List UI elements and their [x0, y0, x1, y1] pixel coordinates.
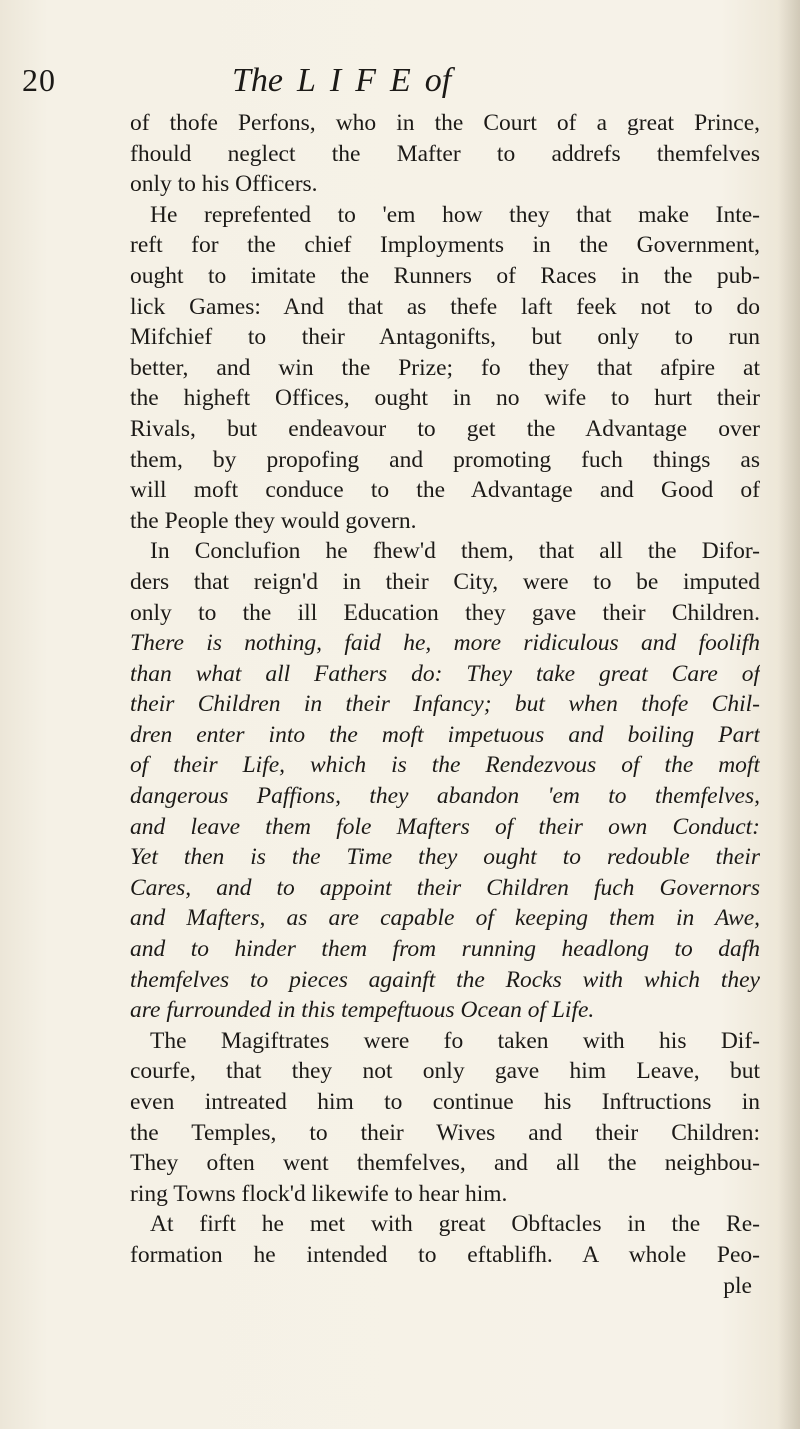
- text-line: than what all Fathers do: They take great Care of: [130, 660, 760, 687]
- running-head-of: of: [424, 62, 452, 99]
- page-edge-shadow: [778, 0, 800, 1429]
- page-header: [0, 62, 800, 112]
- text-line: the higheft Offices, ought in no wife to hurt their: [130, 385, 760, 412]
- text-line: and Mafters, as are capable of keeping them in Awe,: [130, 905, 760, 932]
- text-line: ring Towns flock'd likewife to hear him.: [130, 1180, 508, 1207]
- text-line: of thofe Perfons, who in the Court of a great Prince,: [130, 110, 760, 136]
- text-line: dangerous Paffions, they abandon 'em to themfelves,: [130, 783, 760, 810]
- text-line: are furrounded in this tempeftuous Ocean of Life.: [130, 997, 595, 1024]
- text-line: Cares, and to appoint their Children fuch Governors: [130, 874, 760, 901]
- text-line: and leave them fole Mafters of their own Conduct:: [130, 813, 760, 840]
- text-line: only to his Officers.: [130, 171, 318, 198]
- running-head-the: The: [232, 62, 283, 99]
- text-line: In Conclufion he fhew'd them, that all the Difor-: [150, 538, 760, 565]
- text-line: Rivals, but endeavour to get the Advantage over: [130, 415, 760, 442]
- page-number: 20: [22, 62, 56, 98]
- text-line: ders that reign'd in their City, were to be imputed: [130, 568, 760, 595]
- body-text: [130, 108, 760, 1301]
- text-line: them, by propofing and promoting fuch things as: [130, 446, 760, 473]
- catchword: ple: [723, 1272, 752, 1299]
- text-line: At firft he met with great Obftacles in the Re-: [150, 1211, 760, 1238]
- running-head: [232, 62, 451, 100]
- text-line: Yet then is the Time they ought to redouble their: [130, 844, 760, 871]
- text-line: even intreated him to continue his Inftructions in: [130, 1089, 760, 1115]
- text-line: They often went themfelves, and all the neighbou-: [130, 1150, 760, 1177]
- text-line: fhould neglect the Mafter to addrefs themfelves: [130, 140, 760, 167]
- text-line: only to the ill Education they gave their Children.: [130, 599, 760, 626]
- text-line: He reprefented to 'em how they that make Inte-: [150, 201, 760, 228]
- text-line: Mifchief to their Antagonifts, but only to run: [130, 324, 760, 351]
- running-head-life: LIFE: [297, 62, 425, 99]
- text-line: dren enter into the moft impetuous and boiling Part: [130, 721, 760, 748]
- text-line: their Children in their Infancy; but when thofe Chil-: [130, 691, 760, 718]
- text-line: lick Games: And that as thefe laft feek not to do: [130, 293, 760, 320]
- text-line: courfe, that they not only gave him Leave, but: [130, 1058, 760, 1085]
- text-line: will moft conduce to the Advantage and Good of: [130, 477, 760, 504]
- text-line: the Temples, to their Wives and their Children:: [130, 1119, 760, 1146]
- text-line: There is nothing, faid he, more ridiculous and foolifh: [130, 630, 760, 657]
- text-line: and to hinder them from running headlong to dafh: [130, 936, 760, 963]
- text-line: the People they would govern.: [130, 507, 417, 534]
- text-line: The Magiftrates were fo taken with his Dif-: [150, 1027, 760, 1054]
- text-line: of their Life, which is the Rendezvous of the moft: [130, 752, 760, 779]
- text-line: reft for the chief Imployments in the Government,: [130, 232, 760, 259]
- text-line: ought to imitate the Runners of Races in the pub-: [130, 262, 760, 289]
- text-line: formation he intended to eftablifh. A whole Peo-: [130, 1241, 760, 1268]
- text-line: themfelves to pieces againft the Rocks with which they: [130, 966, 760, 993]
- text-line: better, and win the Prize; fo they that afpire at: [130, 354, 760, 381]
